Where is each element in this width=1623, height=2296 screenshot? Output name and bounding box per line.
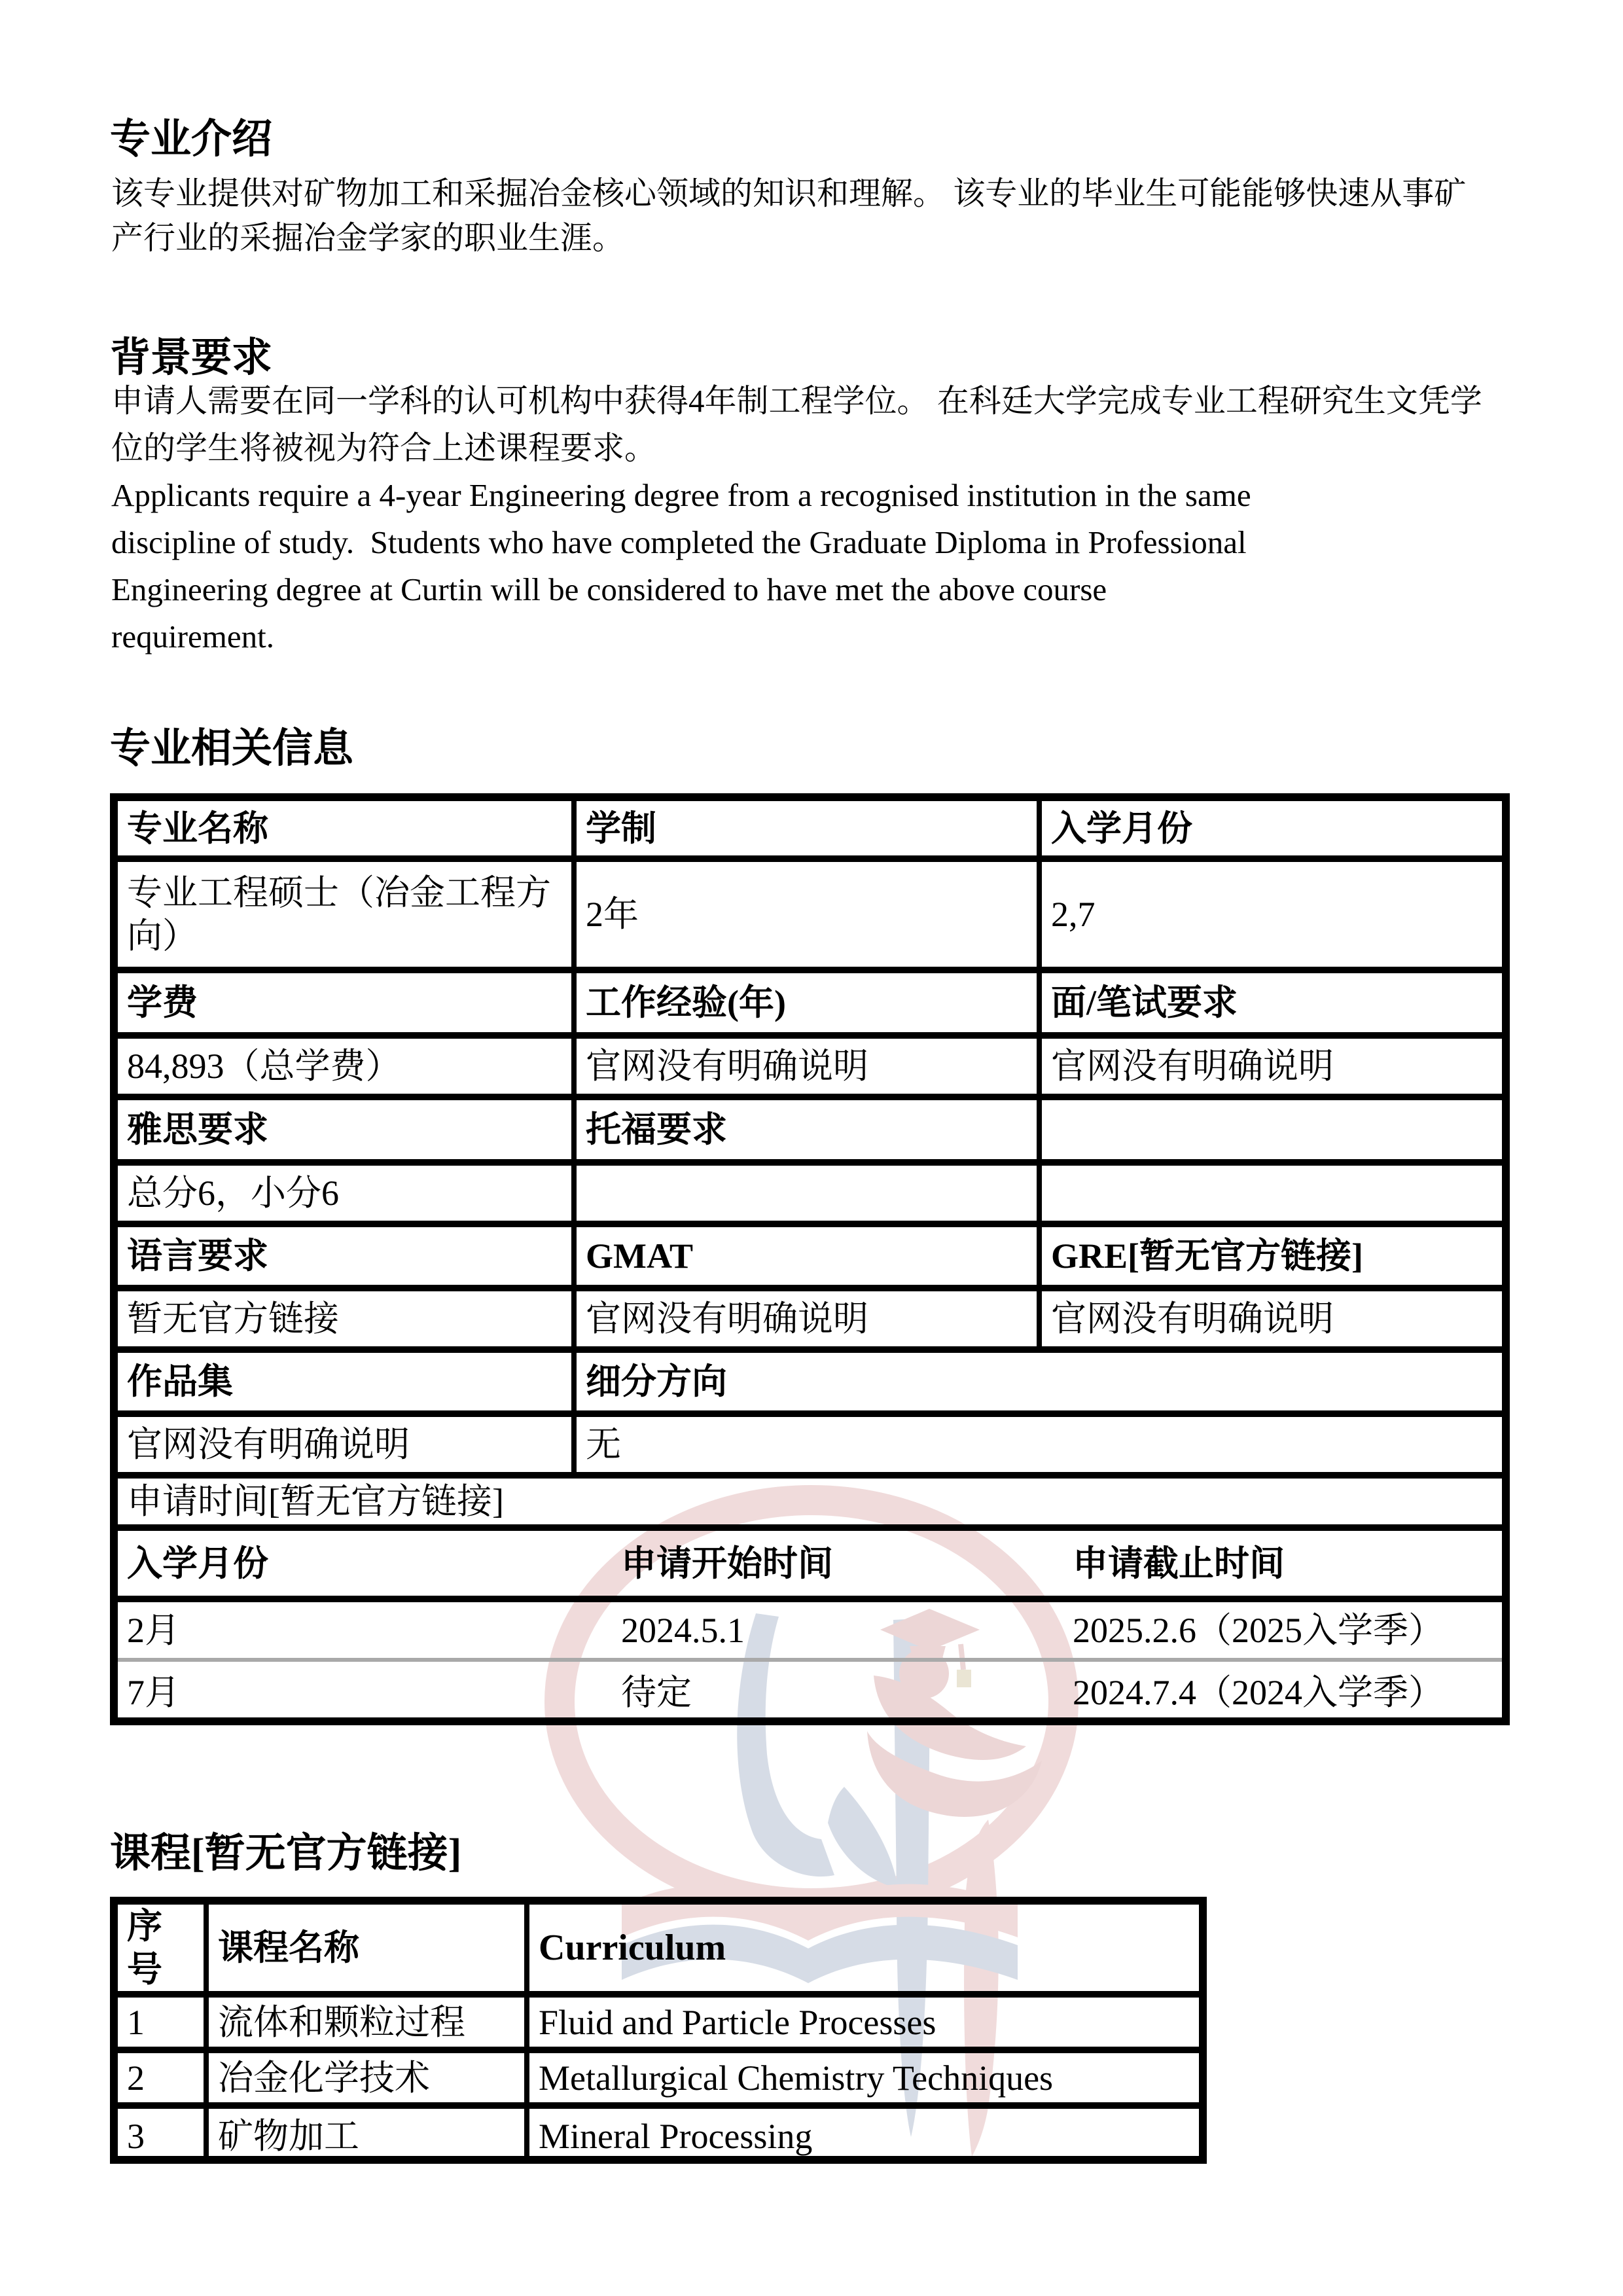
table-row [118, 1097, 1502, 1162]
background-line: discipline of study. Students who have completed the Graduate Diploma in Professional [111, 524, 1247, 560]
table-row [118, 970, 1502, 1035]
cell-course-cn: 流体和颗粒过程 [206, 1994, 527, 2050]
cell-label: 作品集 [118, 1350, 574, 1414]
background-line: Engineering degree at Curtin will be considered to have met the above course [111, 571, 1107, 607]
cell-value: 2月 [118, 1599, 612, 1660]
cell-value: 84,893（总学费） [118, 1035, 574, 1097]
background-heading: 背景要求 [110, 336, 273, 380]
background-line: requirement. [111, 619, 274, 655]
cell-apply-time: 申请时间[暂无官方链接] [118, 1475, 1502, 1528]
table-row [118, 801, 1502, 859]
table-row [118, 1224, 1502, 1288]
cell-index: 3 [118, 2106, 206, 2163]
course-table [110, 1897, 1207, 2164]
table-row [118, 1660, 1502, 1723]
table-row [118, 2050, 1199, 2106]
cell-course-en: Fluid and Particle Processes [527, 1994, 1199, 2050]
cell-label: GRE[暂无官方链接] [1039, 1224, 1502, 1288]
cell-value: 暂无官方链接 [118, 1288, 574, 1350]
watermark-blue-hook-icon [828, 1787, 898, 1888]
background-line: 申请人需要在同一学科的认可机构中获得4年制工程学位。 在科廷大学完成专业工程研究生文凭学 [111, 383, 1482, 419]
table-row [118, 1414, 1502, 1475]
cell-label [1039, 1097, 1502, 1162]
table-row [118, 1475, 1502, 1528]
cell-label: GMAT [574, 1224, 1039, 1288]
cell-label: 课程名称 [206, 1905, 527, 1994]
cell-value: 无 [574, 1414, 1502, 1475]
background-line: 位的学生将被视为符合上述课程要求。 [111, 430, 657, 466]
cell-value: 7月 [127, 1673, 180, 1712]
cell-label: 申请截止时间 [1063, 1531, 1502, 1599]
cell-value: 待定 [621, 1673, 692, 1712]
courses-heading: 课程[暂无官方链接] [110, 1831, 462, 1876]
table-row [118, 859, 1502, 970]
cell-value [574, 1162, 1039, 1224]
cell-index: 1 [118, 1994, 206, 2050]
table-row [118, 1035, 1502, 1097]
cell-label: 雅思要求 [118, 1097, 574, 1162]
intro-line: 该专业提供对矿物加工和采掘冶金核心领域的知识和理解。 该专业的毕业生可能能够快速从事矿 [111, 175, 1467, 211]
table-row [118, 1531, 1502, 1599]
cell-label: 托福要求 [574, 1097, 1039, 1162]
application-schedule-grid [118, 1531, 1502, 1723]
table-row [118, 1350, 1502, 1414]
cell-value: 官网没有明确说明 [574, 1035, 1039, 1097]
table-row [118, 1994, 1199, 2050]
cell-label: Curriculum [527, 1905, 1199, 1994]
program-info-heading: 专业相关信息 [110, 726, 354, 771]
intro-line: 产行业的采掘冶金学家的职业生涯。 [111, 220, 625, 256]
cell-value: 2024.5.1 [612, 1599, 1063, 1660]
program-info-table [110, 793, 1510, 1725]
cell-label: 学制 [574, 801, 1039, 859]
cell-label: 细分方向 [574, 1350, 1502, 1414]
cell-course-en: Mineral Processing [539, 2116, 813, 2156]
background-line: Applicants require a 4-year Engineering degree from a recognised institution in the same [111, 477, 1251, 513]
cell-value: 2025.2.6（2025入学季） [1063, 1599, 1502, 1660]
table-row [118, 1162, 1502, 1224]
cell-label: 入学月份 [118, 1531, 612, 1599]
course-grid [118, 1905, 1199, 2163]
cell-index: 2 [118, 2050, 206, 2106]
cell-value: 总分6，小分6 [118, 1162, 574, 1224]
cell-course-en: Metallurgical Chemistry Techniques [527, 2050, 1199, 2106]
cell-label: 申请开始时间 [612, 1531, 1063, 1599]
cell-label: 序号 [118, 1905, 206, 1994]
cell-course-cn: 冶金化学技术 [206, 2050, 527, 2106]
intro-paragraph [111, 171, 1466, 260]
background-paragraph [111, 378, 1482, 660]
cell-value: 2年 [574, 859, 1039, 970]
program-info-main-grid [118, 801, 1502, 1531]
cell-value: 2024.7.4（2024入学季） [1073, 1673, 1444, 1712]
cell-course-cn: 矿物加工 [206, 2106, 527, 2163]
cell-value: 官网没有明确说明 [574, 1288, 1039, 1350]
cell-value: 专业工程硕士（冶金工程方向） [118, 859, 574, 970]
table-row [118, 1288, 1502, 1350]
table-row [118, 1905, 1199, 1994]
intro-heading: 专业介绍 [110, 117, 273, 162]
cell-value: 官网没有明确说明 [118, 1414, 574, 1475]
cell-value [1039, 1162, 1502, 1224]
cell-label: 学费 [118, 970, 574, 1035]
cell-value: 官网没有明确说明 [1039, 1035, 1502, 1097]
cell-label: 语言要求 [118, 1224, 574, 1288]
cell-label: 工作经验(年) [574, 970, 1039, 1035]
cell-label: 面/笔试要求 [1039, 970, 1502, 1035]
cell-value: 2,7 [1039, 859, 1502, 970]
table-row [118, 1599, 1502, 1660]
cell-label: 入学月份 [1039, 801, 1502, 859]
cell-value: 官网没有明确说明 [1039, 1288, 1502, 1350]
cell-label: 专业名称 [118, 801, 574, 859]
table-row [118, 2106, 1199, 2163]
